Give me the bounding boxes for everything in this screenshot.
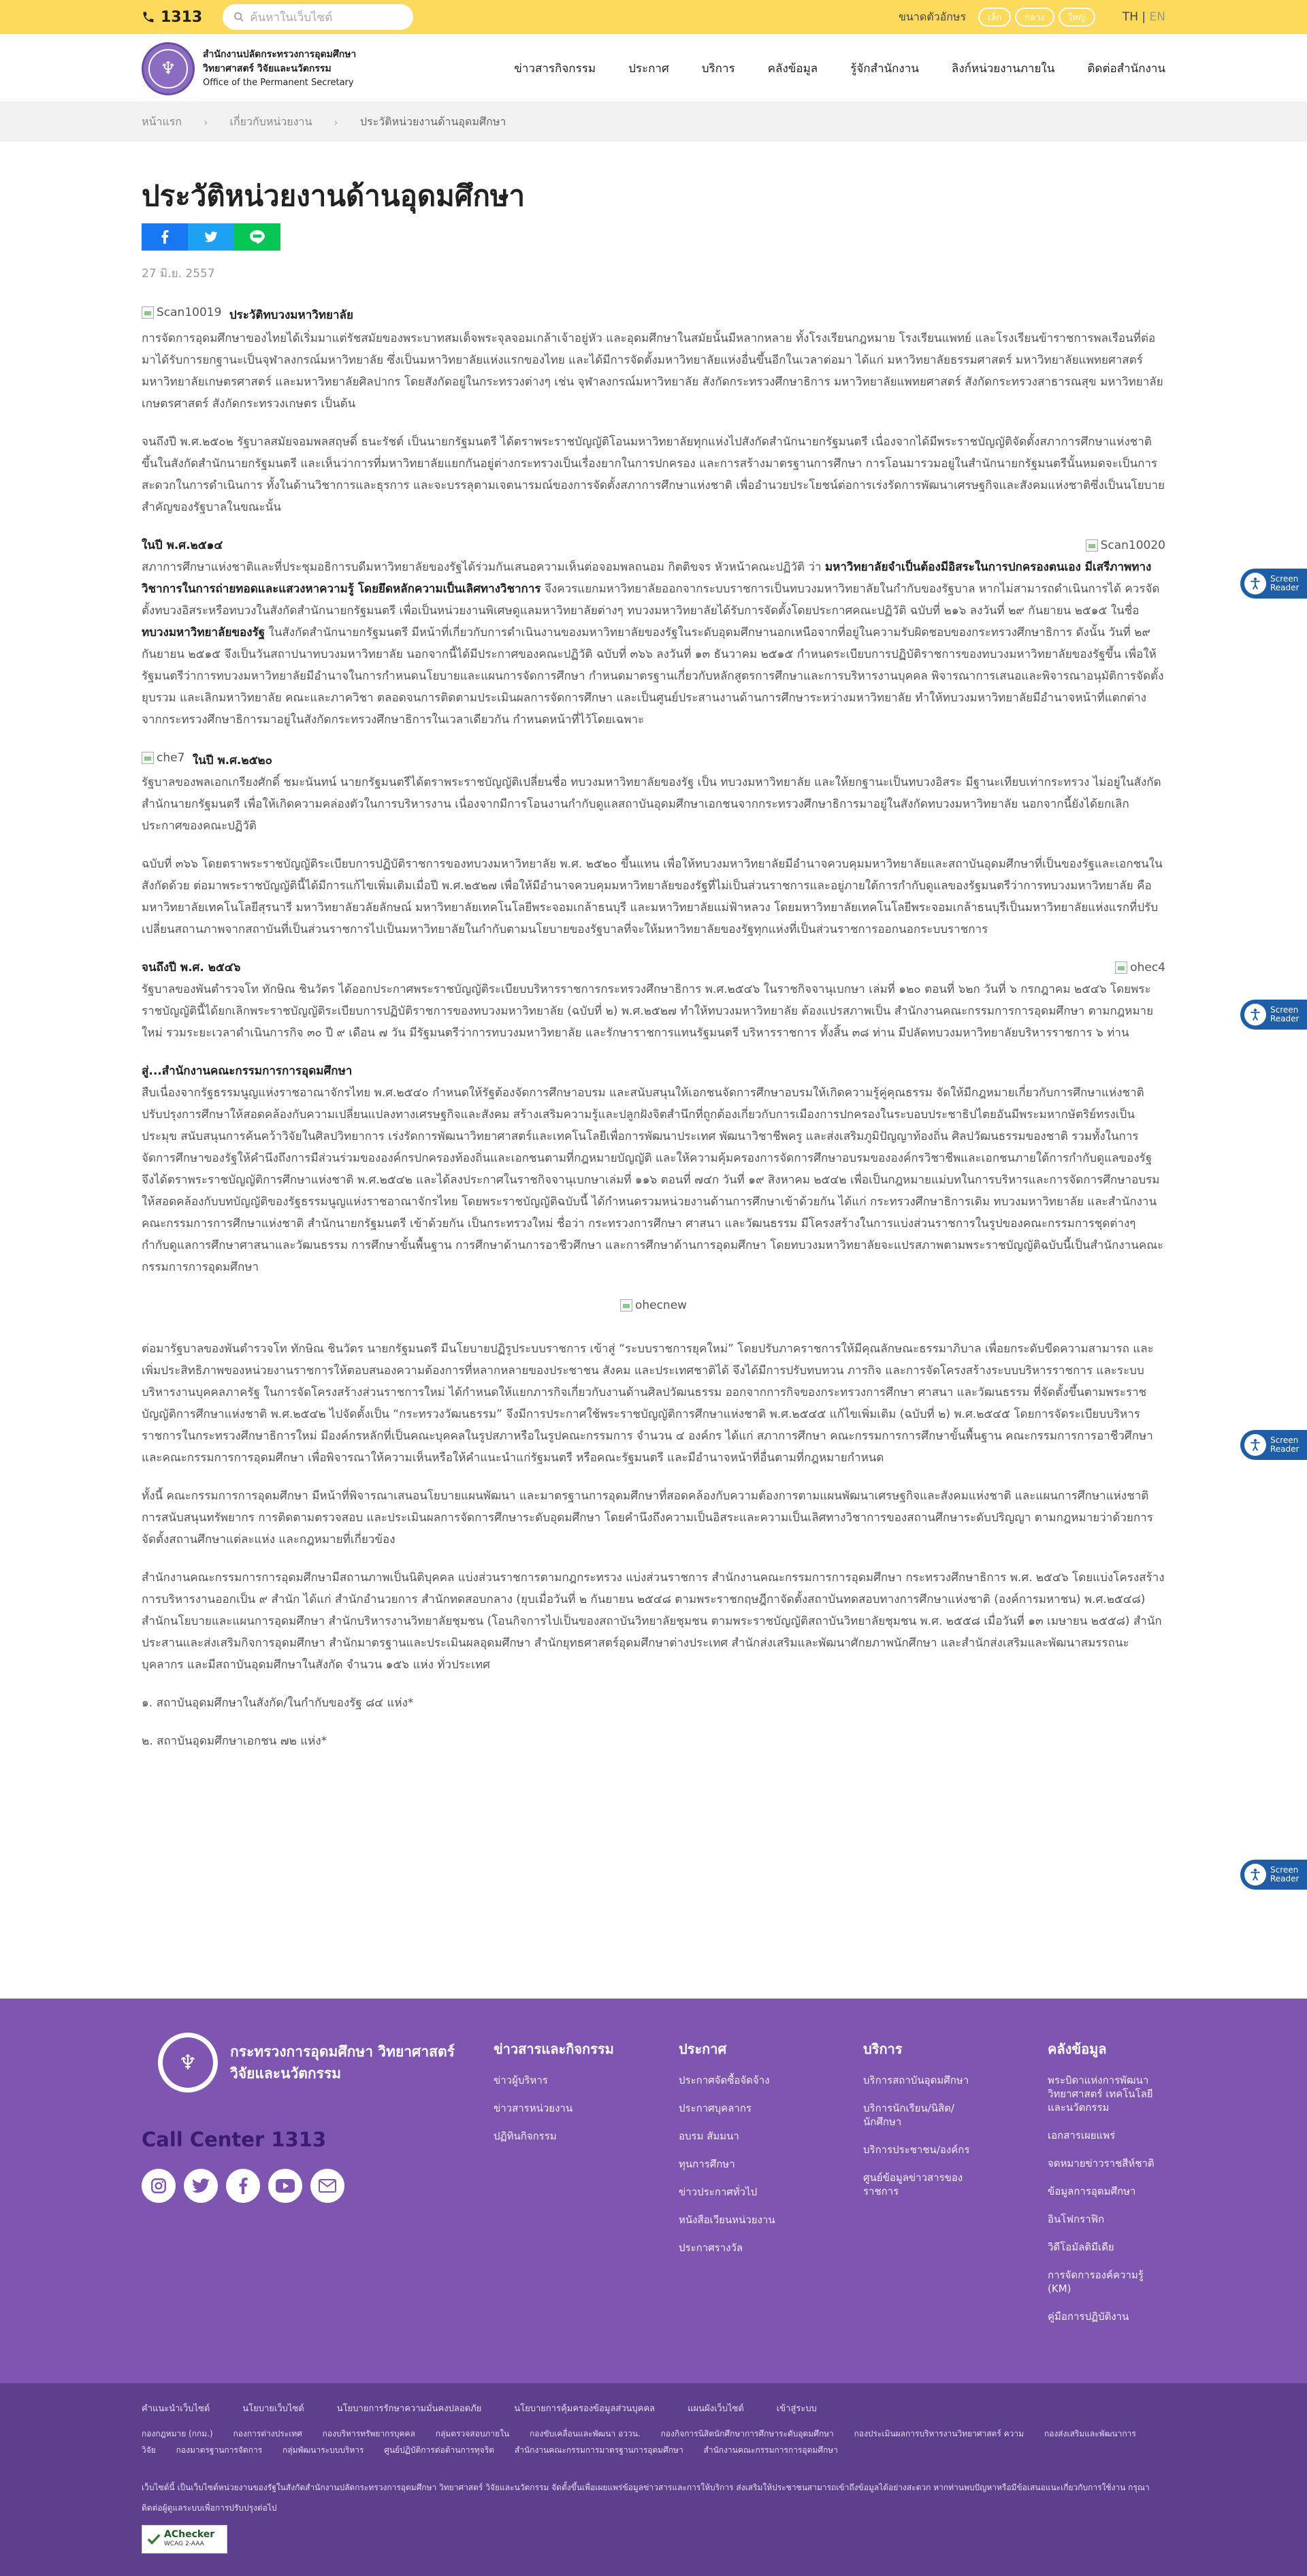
footer-bottom xyxy=(0,2383,1307,2576)
image-alt-text: Scan10019 xyxy=(157,306,222,319)
policy-link[interactable]: นโยบายการคุ้มครองข้อมูลส่วนบุคคล xyxy=(514,2404,656,2414)
nav-item-services[interactable]: บริการ xyxy=(701,61,735,76)
nav-item-internal-links[interactable]: ลิงก์หน่วยงานภายใน xyxy=(951,61,1055,76)
font-size-large-button[interactable]: ใหญ่ xyxy=(1059,7,1095,27)
org-links xyxy=(142,2426,1165,2458)
footer-link[interactable]: จดหมายข่าวราชสีห์ชาติ xyxy=(1048,2157,1155,2169)
logo-line2: วิทยาศาสตร์ วิจัยและนวัตกรรม xyxy=(203,63,332,74)
policy-link[interactable]: นโยบายเว็บไซต์ xyxy=(242,2404,304,2414)
article-image-scan10020 xyxy=(1086,535,1165,556)
search-icon xyxy=(233,12,244,22)
policy-links xyxy=(142,2401,817,2415)
list-item: ๒. สถาบันอุดมศึกษาเอกชน ๗๒ แห่ง* xyxy=(142,1734,327,1748)
screen-reader-label: Screen xyxy=(1270,574,1299,584)
page-title: ประวัติหน่วยงานด้านอุดมศึกษา xyxy=(142,179,526,212)
footer-link[interactable]: ทุนการศึกษา xyxy=(679,2158,735,2170)
footer-link[interactable]: วิดีโอมัลติมีเดีย xyxy=(1048,2241,1114,2253)
breadcrumb-separator-icon: › xyxy=(334,115,338,129)
policy-link[interactable]: นโยบายการรักษาความมั่นคงปลอดภัย xyxy=(336,2404,482,2414)
org-link[interactable]: กองมาตรฐานการจัดการ xyxy=(176,2445,263,2455)
screen-reader-label: Reader xyxy=(1270,1444,1300,1454)
section-heading: ในปี พ.ศ.๒๕๑๔ xyxy=(142,539,223,552)
facebook-link[interactable] xyxy=(226,2169,260,2203)
youtube-icon xyxy=(276,2179,295,2193)
footer-link[interactable]: ประกาศจัดซื้อจัดจ้าง xyxy=(679,2074,770,2086)
nav-item-contact[interactable]: ติดต่อสำนักงาน xyxy=(1087,61,1165,76)
site-disclaimer: เว็บไซต์นี้ เป็นเว็บไซต์หน่วยงานของรัฐในสังกัดสำนักงานปลัดกระทรวงการอุดมศึกษา วิทยาศาสตร์ วิจัยและนวัตกรรม จัดตั้งขึ้นเพื่อเผยแพร่ข้อมูลข่าวสารและการให้บริการ ส่งเสริมให้ประชาชนสามารถเข้าถึงข้อมูลได้อย่างสะดวก หากท่านพบปัญหาหรือมีข้อเสนอแนะเกี่ยวกับการใช้งาน กรุณาติดต่อผู้ดูแลระบบเพื่อการปรับปรุงต่อไป xyxy=(142,2483,1150,2513)
logo-line1: สำนักงานปลัดกระทรวงการอุดมศึกษา xyxy=(203,49,357,60)
line-icon xyxy=(250,230,265,244)
image-alt-text: ohecnew xyxy=(634,1299,688,1312)
broken-image-icon xyxy=(1115,961,1127,974)
section-heading: ในปี พ.ศ.๒๕๒๐ xyxy=(192,754,273,767)
screen-reader-button[interactable] xyxy=(1240,1430,1307,1460)
accessibility-icon xyxy=(1244,1434,1266,1456)
org-link[interactable]: กองการต่างประเทศ xyxy=(233,2429,302,2438)
broken-image-icon xyxy=(142,306,154,319)
footer-logo[interactable] xyxy=(158,2033,455,2093)
nav-item-announcements[interactable]: ประกาศ xyxy=(628,61,669,76)
screen-reader-label: Reader xyxy=(1270,583,1300,592)
ministry-seal-icon: ♆ xyxy=(142,42,195,95)
youtube-link[interactable] xyxy=(268,2169,302,2203)
nav-item-news[interactable]: ข่าวสารกิจกรรม xyxy=(514,61,596,76)
footer-org-name: วิจัยและนวัตกรรม xyxy=(230,2065,341,2082)
org-link[interactable]: กลุ่มตรวจสอบภายใน xyxy=(435,2429,510,2438)
font-size-medium-button[interactable]: กลาง xyxy=(1015,7,1054,27)
call-center[interactable]: Call Center 1313 xyxy=(142,2128,327,2151)
article-paragraph xyxy=(142,556,1165,731)
lang-th-link[interactable]: TH xyxy=(1122,10,1138,24)
phone-icon xyxy=(142,10,155,24)
article-paragraph: การจัดการอุดมศึกษาของไทยได้เริ่มมาแต่รัชสมัยของพระบาทสมเด็จพระจุลจอมเกล้าเจ้าอยู่หัว และอุดมศึกษาในสมัยนั้นมีหลากหลาย ทั้งโรงเรียนกฎหมาย โรงเรียนแพทย์ และโรงเรียนข้าราชการพลเรือนที่ต่อมาได้รับการยกฐานะเป็นจุฬาลงกรณ์มหาวิทยาลัย ซึ่งเป็นมหาวิทยาลัยแห่งแรกของไทย และได้มีการจัดตั้งมหาวิทยาลัยแห่งอื่นขึ้นอีกในเวลาต่อมา ได้แก่ มหาวิทยาลัยธรรมศาสตร์ มหาวิทยาลัยแพทยศาสตร์ มหาวิทยาลัยเกษตรศาสตร์ และมหาวิทยาลัยศิลปากร โดยสังกัดอยู่ในกระทรวงต่างๆ เช่น จุฬาลงกรณ์มหาวิทยาลัย สังกัดกระทรวงศึกษาธิการ มหาวิทยาลัยแพทยศาสตร์ สังกัดกระทรวงสาธารณสุข มหาวิทยาลัยเกษตรศาสตร์ สังกัดกระทรวงเกษตร เป็นต้น xyxy=(142,332,1163,411)
paragraph-emphasis: มหาวิทยาลัยจำเป็นต้องมีอิสระในการปกครองตนเอง มีเสรีภาพทางวิชาการในการถ่ายทอดและแสวงหาความรู้ โดยยึดหลักความเป็นเลิศทางวิชาการ xyxy=(142,560,1152,596)
breadcrumb-bar xyxy=(0,102,1307,142)
footer-column-title: คลังข้อมูล xyxy=(1048,2041,1107,2057)
breadcrumb-home[interactable]: หน้าแรก xyxy=(142,114,182,128)
org-link[interactable]: สำนักงานคณะกรรมการมาตรฐานการอุดมศึกษา xyxy=(514,2445,683,2455)
footer-link[interactable]: ข่าวผู้บริหาร xyxy=(494,2074,548,2086)
footer-link[interactable]: อบรม สัมมนา xyxy=(679,2130,739,2142)
article-paragraph: รัฐบาลของพลเอกเกรียงศักดิ์ ชมะนันทน์ นายกรัฐมนตรีได้ตราพระราชบัญญัติเปลี่ยนชื่อ ทบวงมหาวิทยาลัยของรัฐ เป็น ทบวงมหาวิทยาลัย และให้ยกฐานะเป็นทบวงอิสระ มีฐานะเทียบเท่ากระทรวง ไม่อยู่ในสังกัดสำนักนายกรัฐมนตรี เพื่อให้เกิดความคล่องตัวในการบริหารงาน เนื่องจากมีการโอนงานกำกับดูแลสถาบันอุดมศึกษาเอกชนจากกระทรวงศึกษาธิการมาอยู่ในสังกัดทบวงมหาวิทยาลัย นอกจากนี้ยังได้ยกเลิกประกาศของคณะปฏิวัติ xyxy=(142,776,1161,833)
main-content xyxy=(142,176,1165,1768)
email-icon xyxy=(319,2179,336,2193)
site-footer xyxy=(0,1999,1307,2383)
article-image-ohecnew xyxy=(620,1294,687,1316)
screen-reader-button[interactable] xyxy=(1240,1860,1307,1890)
footer-org-name: กระทรวงการอุดมศึกษา วิทยาศาสตร์ xyxy=(230,2044,455,2060)
section-heading: สู่...สำนักงานคณะกรรมการการอุดมศึกษา xyxy=(142,1064,353,1078)
article-paragraph: ฉบับที่ ๓๖๖ โดยตราพระราชบัญญัติระเบียบการปฏิบัติราชการของทบวงมหาวิทยาลัย พ.ศ. ๒๕๒๐ ขึ้นแทน เพื่อให้ทบวงมหาวิทยาลัยมีอำนาจควบคุมมหาวิทยาลัยและสถาบันอุดมศึกษาที่เป็นของรัฐและเอกชนในสังกัดด้วย ต่อมาพระราชบัญญัตินี้ได้มีการแก้ไขเพิ่มเติมเมื่อปี พ.ศ.๒๕๒๗ เพื่อให้มีอำนาจควบคุมมหาวิทยาลัยของรัฐที่ไม่เป็นส่วนราชการและอยู่ภายใต้การกำกับดูแลของรัฐมนตรีว่าการทบวงมหาวิทยาลัย คือ มหาวิทยาลัยเทคโนโลยีสุรนารี มหาวิทยาลัยวลัยลักษณ์ มหาวิทยาลัยเทคโนโลยีพระจอมเกล้าธนบุรี และมหาวิทยาลัยแม่ฟ้าหลวง โดยมหาวิทยาลัยเทคโนโลยีพระจอมเกล้าธนบุรีเป็นมหาวิทยาลัยแห่งแรกที่ปรับเปลี่ยนสถานภาพจากสถาบันที่เป็นส่วนราชการไปเป็นมหาวิทยาลัยในกำกับตามนโยบายของรัฐบาลที่จะให้มหาวิทยาลัยของรัฐทุกแห่งที่เป็นส่วนราชการออกนอกระบบราชการ xyxy=(142,857,1163,936)
paragraph-part: ในสังกัดสำนักนายกรัฐมนตรี มีหน้าที่เกี่ยวกับการดำเนินงานของมหาวิทยาลัยของรัฐในระดับอุดมศึกษานอกเหนือจากที่อยู่ในความรับผิดชอบของกระทรวงศึกษาธิการ ดังนั้น วันที่ ๒๙ กันยายน ๒๕๑๕ จึงเป็นวันสถาปนาทบวงมหาวิทยาลัย นอกจากนี้ได้มีประกาศของคณะปฏิวัติ ฉบับที่ ๓๖๖ ลงวันที่ ๑๓ ธันวาคม ๒๕๑๕ กำหนดระเบียบการปฏิบัติราชการของทบวงมหาวิทยาลัยของรัฐขึ้น เพื่อให้รัฐมนตรีว่าการทบวงมหาวิทยาลัยมีอำนาจในการกำหนดนโยบายและแผนการจัดการศึกษา กำหนดมาตรฐานเกี่ยวกับหลักสูตรการศึกษาและการบริหารงานบุคคล พิจารณาการเสนอและพิจารณาอนุมัติการจัดตั้ง ยุบรวม และเลิกมหาวิทยาลัย คณะและภาควิชา ตลอดจนการติดตามประเมินผลการจัดการศึกษา และเป็นศูนย์ประสานงานด้านการศึกษาระหว่างมหาวิทยาลัย ทำให้ทบวงมหาวิทยาลัยมีอำนาจหน้าที่แตกต่างจากกระทรวงศึกษาธิการมาอยู่ในสังกัดกระทรวงศึกษาธิการในเวลาเดียวกัน กำหนดหน้าที่ไว้โดยเฉพาะ xyxy=(142,626,1164,727)
footer-link[interactable]: พระบิดาแห่งการพัฒนาวิทยาศาสตร์ เทคโนโลยี และนวัตกรรม xyxy=(1048,2074,1153,2114)
footer-column-repository xyxy=(1048,2038,1163,2338)
font-size-small-button[interactable]: เล็ก xyxy=(978,7,1011,27)
font-size-label: ขนาดตัวอักษร xyxy=(898,10,967,23)
language-switch xyxy=(1123,10,1165,24)
footer-link[interactable]: ปฏิทินกิจกรรม xyxy=(494,2130,557,2142)
achecker-title: AChecker xyxy=(164,2529,215,2540)
footer-link[interactable]: การจัดการองค์ความรู้ (KM) xyxy=(1048,2269,1144,2295)
site-header xyxy=(0,34,1307,102)
footer-link[interactable]: ข่าวสารหน่วยงาน xyxy=(494,2102,573,2114)
facebook-share-button[interactable] xyxy=(142,223,188,251)
paragraph-part: จึงควรแยกมหาวิทยาลัยออกจากระบบราชการเป็นทบวงมหาวิทยาลัยในกำกับของรัฐบาล หากไม่สามารถดำเนินการได้ ควรจัดตั้งทบวงอิสระหรือทบวงในสังกัดสำนักนายกรัฐมนตรี เพื่อเป็นหน่วยงานพิเศษดูแลมหาวิทยาลัยต่างๆ ทบวงมหาวิทยาลัยได้รับการจัดตั้งโดยประกาศคณะปฏิวัติ ฉบับที่ ๒๑๖ ลงวันที่ ๒๙ กันยายน ๒๕๑๕ ในชื่อ xyxy=(142,582,1160,618)
screen-reader-button[interactable] xyxy=(1240,1000,1307,1030)
social-links xyxy=(142,2169,344,2203)
footer-link[interactable]: ประกาศบุคลากร xyxy=(679,2102,752,2114)
footer-link[interactable]: ศูนย์ข้อมูลข่าวสารของราชการ xyxy=(863,2172,963,2197)
org-link[interactable]: กลุ่มพัฒนาระบบบริหาร xyxy=(282,2445,364,2455)
footer-link[interactable]: บริการนักเรียน/นิสิต/นักศึกษา xyxy=(863,2102,954,2128)
logo-line3: Office of the Permanent Secretary xyxy=(203,78,354,88)
org-link[interactable]: ศูนย์ปฏิบัติการต่อต้านการทุจริต xyxy=(384,2445,495,2455)
article-image-che7 xyxy=(142,747,184,769)
footer-link[interactable]: หนังสือเวียนหน่วยงาน xyxy=(679,2214,775,2226)
accessibility-icon xyxy=(1244,1004,1266,1025)
publish-date: 27 มิ.ย. 2557 xyxy=(142,267,215,281)
lang-separator: | xyxy=(1142,10,1146,24)
section-heading: ประวัติทบวงมหาวิทยาลัย xyxy=(229,308,353,322)
footer-column-title: ประกาศ xyxy=(679,2041,727,2057)
broken-image-icon xyxy=(620,1299,632,1311)
breadcrumb-separator-icon: › xyxy=(204,115,208,129)
footer-column-title: บริการ xyxy=(863,2041,903,2057)
breadcrumb xyxy=(142,102,506,142)
screen-reader-label: Screen xyxy=(1270,1865,1299,1875)
accessibility-icon xyxy=(1244,573,1266,594)
org-link[interactable]: กองประเมินผลการบริหารงานวิทยาศาสตร์ ความ xyxy=(854,2429,1024,2438)
article-body xyxy=(142,302,1165,1752)
email-link[interactable] xyxy=(310,2169,344,2203)
achecker-level: WCAG 2-AAA xyxy=(164,2541,204,2547)
accessibility-icon xyxy=(1244,1864,1266,1886)
section-heading: จนถึงปี พ.ศ. ๒๕๔๖ xyxy=(142,961,241,974)
paragraph-emphasis: ทบวงมหาวิทยาลัยของรัฐ xyxy=(142,626,265,639)
nav-item-repository[interactable]: คลังข้อมูล xyxy=(767,61,818,76)
screen-reader-label: Reader xyxy=(1270,1874,1300,1883)
article-paragraph: สืบเนื่องจากรัฐธรรมนูญแห่งราชอาณาจักรไทย พ.ศ.๒๕๔๐ กำหนดให้รัฐต้องจัดการศึกษาอบรม และสนับสนุนให้เอกชนจัดการศึกษาอบรมให้เกิดความรู้คู่คุณธรรม จัดให้มีกฎหมายเกี่ยวกับการศึกษาแห่งชาติ ปรับปรุงการศึกษาให้สอดคล้องกับความเปลี่ยนแปลงทางเศรษฐกิจและสังคม สร้างเสริมความรู้และปลูกฝังจิตสำนึกที่ถูกต้องเกี่ยวกับการเมืองการปกครองในระบอบประชาธิปไตยอันมีพระมหากษัตริย์ทรงเป็นประมุข สนับสนุนการค้นคว้าวิจัยในศิลปวิทยาการ เร่งรัดการพัฒนาวิทยาศาสตร์และเทคโนโลยีเพื่อการพัฒนาประเทศ พัฒนาวิชาชีพครู และส่งเสริมภูมิปัญญาท้องถิ่น ศิลปวัฒนธรรมของชาติ รวมทั้งในการจัดการศึกษาของรัฐให้คำนึงถึงการมีส่วนร่วมขององค์กรปกครองท้องถิ่นและเอกชนตามที่กฎหมายบัญญัติ และให้ความคุ้มครองการจัดการศึกษาอบรมขององค์กรวิชาชีพและเอกชนภายใต้การกำกับดูแลของรัฐ จึงได้ตราพระราชบัญญัติการศึกษาแห่งชาติ พ.ศ.๒๕๔๒ และได้ลงประกาศในราชกิจจานุเบกษาเล่มที่ ๑๑๖ ตอนที่ ๗๔ก วันที่ ๑๙ สิงหาคม ๒๕๔๒ เพื่อเป็นกฎหมายแม่บทในการบริหารและการจัดการศึกษาอบรมให้สอดคล้องกับบทบัญญัติของรัฐธรรมนูญแห่งราชอาณาจักรไทย โดยพระราชบัญญัติฉบับนี้ ได้กำหนดรวมหน่วยงานด้านการศึกษาเข้าด้วยกัน ได้แก่ กระทรวงศึกษาธิการเดิม ทบวงมหาวิทยาลัย และสำนักงานคณะกรรมการการศึกษาแห่งชาติ สำนักนายกรัฐมนตรี เข้าด้วยกัน เป็นกระทรวงใหม่ ชื่อว่า กระทรวงการศึกษา ศาสนา และวัฒนธรรม มีโครงสร้างในการแบ่งส่วนราชการในรูปของคณะกรรมการชุดต่างๆ กำกับดูแลการศึกษาศาสนาและวัฒนธรรม การศึกษาขั้นพื้นฐาน การศึกษาด้านการอาชีวศึกษา และการศึกษาด้านการอุดมศึกษา โดยทบวงมหาวิทยาลัยจะแปรสภาพตามพระราชบัญญัติฉบับนี้เป็นสำนักงานคณะกรรมการการอุดมศึกษา xyxy=(142,1086,1164,1274)
image-alt-text: ohec4 xyxy=(1130,961,1165,974)
article-image-scan10019 xyxy=(142,302,221,323)
twitter-link[interactable] xyxy=(184,2169,218,2203)
footer-link[interactable]: ข้อมูลการอุดมศึกษา xyxy=(1048,2185,1136,2197)
image-alt-text: che7 xyxy=(157,751,185,765)
login-link[interactable]: เข้าสู่ระบบ xyxy=(776,2404,817,2414)
footer-column-news xyxy=(494,2038,630,2157)
image-alt-text: Scan10020 xyxy=(1100,539,1165,552)
nav-item-about[interactable]: รู้จักสำนักงาน xyxy=(850,61,919,76)
article-image-ohec4 xyxy=(1115,957,1165,979)
footer-link[interactable]: บริการประชาชน/องค์กร xyxy=(863,2144,970,2156)
main-nav xyxy=(514,34,1165,102)
breadcrumb-current: ประวัติหน่วยงานด้านอุดมศึกษา xyxy=(359,114,506,128)
article-paragraph: สำนักงานคณะกรรมการการอุดมศึกษามีสถานภาพเป็นนิติบุคคล แบ่งส่วนราชการตามกฎกระทรวง แบ่งส่วนราชการ สำนักงานคณะกรรมการการอุดมศึกษา กระทรวงศึกษาธิการ พ.ศ. ๒๕๔๖ โดยแบ่งโครงสร้างการบริหารงานออกเป็น ๙ สำนัก ได้แก่ สำนักอำนวยการ สำนักทดสอบกลาง (ยุบเมื่อวันที่ ๒ กันยายน ๒๕๔๘ ตามพระราชกฤษฎีกาจัดตั้งสถาบันทดสอบทางการศึกษาแห่งชาติ (องค์การมหาชน) พ.ศ.๒๕๔๘) สำนักนโยบายและแผนการอุดมศึกษา สำนักบริหารงานวิทยาลัยชุมชน (โอนกิจการไปเป็นของสถาบันวิทยาลัยชุมชน ตามพระราชบัญญัติสถาบันวิทยาลัยชุมชน พ.ศ. ๒๕๕๘ เมื่อวันที่ ๑๓ เมษายน ๒๕๕๘) สำนักประสานและส่งเสริมกิจการอุดมศึกษา สำนักมาตรฐานและประเมินผลอุดมศึกษา สำนักยุทธศาสตร์อุดมศึกษาต่างประเทศ สำนักส่งเสริมและพัฒนาศักยภาพนักศึกษา และสำนักส่งเสริมและพัฒนาสมรรถนะบุคลากร และมีสถาบันอุดมศึกษาในสังกัด จำนวน ๑๕๖ แห่ง ทั่วประเทศ xyxy=(142,1571,1165,1672)
broken-image-icon xyxy=(1086,539,1098,552)
policy-link[interactable]: แผนผังเว็บไซต์ xyxy=(688,2404,744,2414)
screen-reader-button[interactable] xyxy=(1240,569,1307,599)
screen-reader-label: Screen xyxy=(1270,1435,1299,1445)
footer-link[interactable]: เอกสารเผยแพร่ xyxy=(1048,2129,1116,2142)
search-input[interactable] xyxy=(223,4,413,30)
ministry-seal-icon: ♆ xyxy=(158,2033,218,2093)
org-link[interactable]: กองกิจการนิสิตนักศึกษาการศึกษาระดับอุดมศึกษา xyxy=(660,2429,834,2438)
org-link[interactable]: กองขับเคลื่อนและพัฒนา อววน. xyxy=(530,2429,641,2438)
footer-link[interactable]: ข่าวประกาศทั่วไป xyxy=(679,2186,758,2198)
footer-column-announcements xyxy=(679,2038,815,2269)
list-item: ๑. สถาบันอุดมศึกษาในสังกัด/ในกำกับของรัฐ ๘๔ แห่ง* xyxy=(142,1696,414,1710)
footer-link[interactable]: อินโฟกราฟิก xyxy=(1048,2213,1105,2225)
breadcrumb-about[interactable]: เกี่ยวกับหน่วยงาน xyxy=(229,114,312,128)
footer-column-services xyxy=(863,2038,979,2212)
article-paragraph: ทั้งนี้ คณะกรรมการการอุดมศึกษา มีหน้าที่พิจารณาเสนอนโยบายแผนพัฒนา และมาตรฐานการอุดมศึกษาที่สอดคล้องกับความต้องการตามแผนพัฒนาเศรษฐกิจและสังคมแห่งชาติ และแผนการศึกษาแห่งชาติ การสนับสนุนทรัพยากร การติดตามตรวจสอบ และประเมินผลการจัดการศึกษาระดับอุดมศึกษา โดยคำนึงถึงความเป็นอิสระและความเป็นเลิศทางวิชาการของสถานศึกษาระดับปริญญา ตามกฎหมายว่าด้วยการจัดตั้งสถานศึกษาแต่ละแห่ง และกฎหมายที่เกี่ยวข้อง xyxy=(142,1489,1153,1546)
article-paragraph: ต่อมารัฐบาลของพันตำรวจโท ทักษิณ ชินวัตร นายกรัฐมนตรี มีนโยบายปฏิรูประบบราชการ เข้าสู่ “ระบบราชการยุคใหม่” โดยปรับภาคราชการให้มีคุณลักษณะธรรมาภิบาล เพื่อยกระดับขีดความสามารถ และเพิ่มประสิทธิภาพของหน่วยงานราชการให้ตอบสนองความต้องการที่หลากหลายของประชาชน สังคม และประเทศชาติได้ จึงได้มีการปรับทบทวน ภารกิจ และการจัดโครงสร้างระบบบริหารราชการ และระบบบริหารงานบุคคลภาครัฐ ในการจัดโครงสร้างส่วนราชการใหม่ ได้กำหนดให้แยกภารกิจเกี่ยวกับงานด้านศิลปวัฒนธรรม ออกจากการกิจของกระทรวงการศึกษา ศาสนา และวัฒนธรรม ที่จัดตั้งขึ้นตามพระราชบัญญัติการศึกษาแห่งชาติ พ.ศ.๒๕๔๒ ไปจัดตั้งเป็น “กระทรวงวัฒนธรรม” จึงมีการประกาศใช้พระราชบัญญัติการศึกษาแห่งชาติ พ.ศ.๒๕๔๕ แก้ไขเพิ่มเติม (ฉบับที่ ๒) พ.ศ.๒๕๔๕ โดยการจัดระเบียบบริหารราชการในกระทรวงศึกษาธิการใหม่ มีองค์กรหลักที่เป็นคณะบุคคลในรูปสภาหรือในรูปคณะกรรมการ จำนวน ๔ องค์กร ได้แก่ สภาการศึกษา คณะกรรมการการศึกษาขั้นพื้นฐาน คณะกรรมการการอาชีวศึกษา และคณะกรรมการการอุดมศึกษา เพื่อพิจารณาให้ความเห็นหรือให้คำแนะนำแก่รัฐมนตรี หรือคณะรัฐมนตรี และมีอำนาจหน้าที่อื่นตามที่กฎหมายกำหนด xyxy=(142,1342,1154,1465)
hotline[interactable] xyxy=(142,9,202,26)
footer-link[interactable]: บริการสถาบันอุดมศึกษา xyxy=(863,2074,969,2086)
achecker-badge[interactable] xyxy=(142,2525,227,2554)
policy-link[interactable]: คำแนะนำเว็บไซต์ xyxy=(142,2404,210,2414)
search-placeholder: ค้นหาในเว็บไซต์ xyxy=(250,10,333,25)
screen-reader-label: Reader xyxy=(1270,1014,1300,1023)
check-icon xyxy=(146,2532,161,2547)
org-link[interactable]: กองกฎหมาย (กกม.) xyxy=(142,2429,213,2438)
paragraph-part: สภาการศึกษาแห่งชาติและที่ประชุมอธิการบดีมหาวิทยาลัยของรัฐได้ร่วมกันเสนอความเห็นต่อจอมพลถนอม กิตติขจร หัวหน้าคณะปฏิวัติ ว่า xyxy=(142,560,822,574)
twitter-icon xyxy=(204,232,218,242)
footer-link[interactable]: ประกาศรางวัล xyxy=(679,2242,743,2254)
twitter-icon xyxy=(192,2178,210,2193)
hotline-number: 1313 xyxy=(161,8,203,26)
org-link[interactable]: สำนักงานคณะกรรมการการอุดมศึกษา xyxy=(703,2445,838,2455)
lang-en-link[interactable]: EN xyxy=(1149,10,1165,24)
facebook-icon xyxy=(161,230,169,244)
instagram-link[interactable] xyxy=(142,2169,176,2203)
org-link[interactable]: กองบริหารทรัพยากรบุคคล xyxy=(322,2429,415,2438)
org-link[interactable]: กองส่งเสริมและพัฒนาการวิจัย xyxy=(142,2429,1136,2455)
article-paragraph: รัฐบาลของพันตำรวจโท ทักษิณ ชินวัตร ได้ออกประกาศพระราชบัญญัติระเบียบบริหารราชการกระทรวงศึกษาธิการ พ.ศ.๒๕๔๖ ในราชกิจจานุเบกษา เล่มที่ ๑๒๐ ตอนที่ ๖๒ก วันที่ ๖ กรกฎาคม ๒๕๔๖ โดยพระราชบัญญัตินี้ได้ยกเลิกพระราชบัญญัติระเบียบการปฏิบัติราชการของทบวงมหาวิทยาลัย (ฉบับที่ ๒) พ.ศ.๒๕๒๗ ทำให้ทบวงมหาวิทยาลัย ต้องแปรสภาพเป็น สำนักงานคณะกรรมการการอุดมศึกษา ตามกฎหมายใหม่ รวมระยะเวลาดำเนินการกิจ ๓๐ ปี ๙ เดือน ๗ วัน มีรัฐมนตรีว่าการทบวงมหาวิทยาลัย และรักษาราชการแทนรัฐมนตรี บริหารราชการ ทั้งสิ้น ๓๘ ท่าน มีปลัดทบวงมหาวิทยาลัยบริหารราชการ ๖ ท่าน xyxy=(142,983,1154,1040)
facebook-icon xyxy=(238,2178,248,2194)
footer-link[interactable]: คู่มือการปฏิบัติงาน xyxy=(1048,2310,1129,2323)
footer-column-title: ข่าวสารและกิจกรรม xyxy=(494,2041,614,2057)
top-bar xyxy=(0,0,1307,34)
screen-reader-label: Screen xyxy=(1270,1005,1299,1015)
article-paragraph: จนถึงปี พ.ศ.๒๕๐๒ รัฐบาลสมัยจอมพลสฤษดิ์ ธนะรัชต์ เป็นนายกรัฐมนตรี ได้ตราพระราชบัญญัติโอนมหาวิทยาลัยทุกแห่งไปสังกัดสำนักนายกรัฐมนตรี เนื่องจากได้มีพระราชบัญญัติจัดตั้งสภาการศึกษาแห่งชาติขึ้นในสังกัดสำนักนายกรัฐมนตรี และเห็นว่าการที่มหาวิทยาลัยแยกกันอยู่ต่างกระทรวงเป็นเรื่องยากในการปกครอง และการสร้างมาตรฐานการศึกษา การโอนมารวมอยู่ในสำนักนายกรัฐมนตรีนั้นหมดจะเป็นการสะดวกในการดำเนินการ ทั้งในด้านวิชาการและธุรการ และจะบรรลุตามเจตนารมณ์ของการจัดตั้งสภาการศึกษาแห่งชาติ เพื่ออำนวยประโยชน์ต่อการเร่งรัดการพัฒนาเศรษฐกิจและสังคมแห่งชาติซึ่งเป็นนโยบายสำคัญของรัฐบาลในขณะนั้น xyxy=(142,435,1165,514)
share-buttons xyxy=(142,223,1165,251)
instagram-icon xyxy=(150,2177,167,2195)
site-logo[interactable] xyxy=(142,42,356,95)
twitter-share-button[interactable] xyxy=(188,223,234,251)
line-share-button[interactable] xyxy=(234,223,280,251)
broken-image-icon xyxy=(142,752,154,764)
